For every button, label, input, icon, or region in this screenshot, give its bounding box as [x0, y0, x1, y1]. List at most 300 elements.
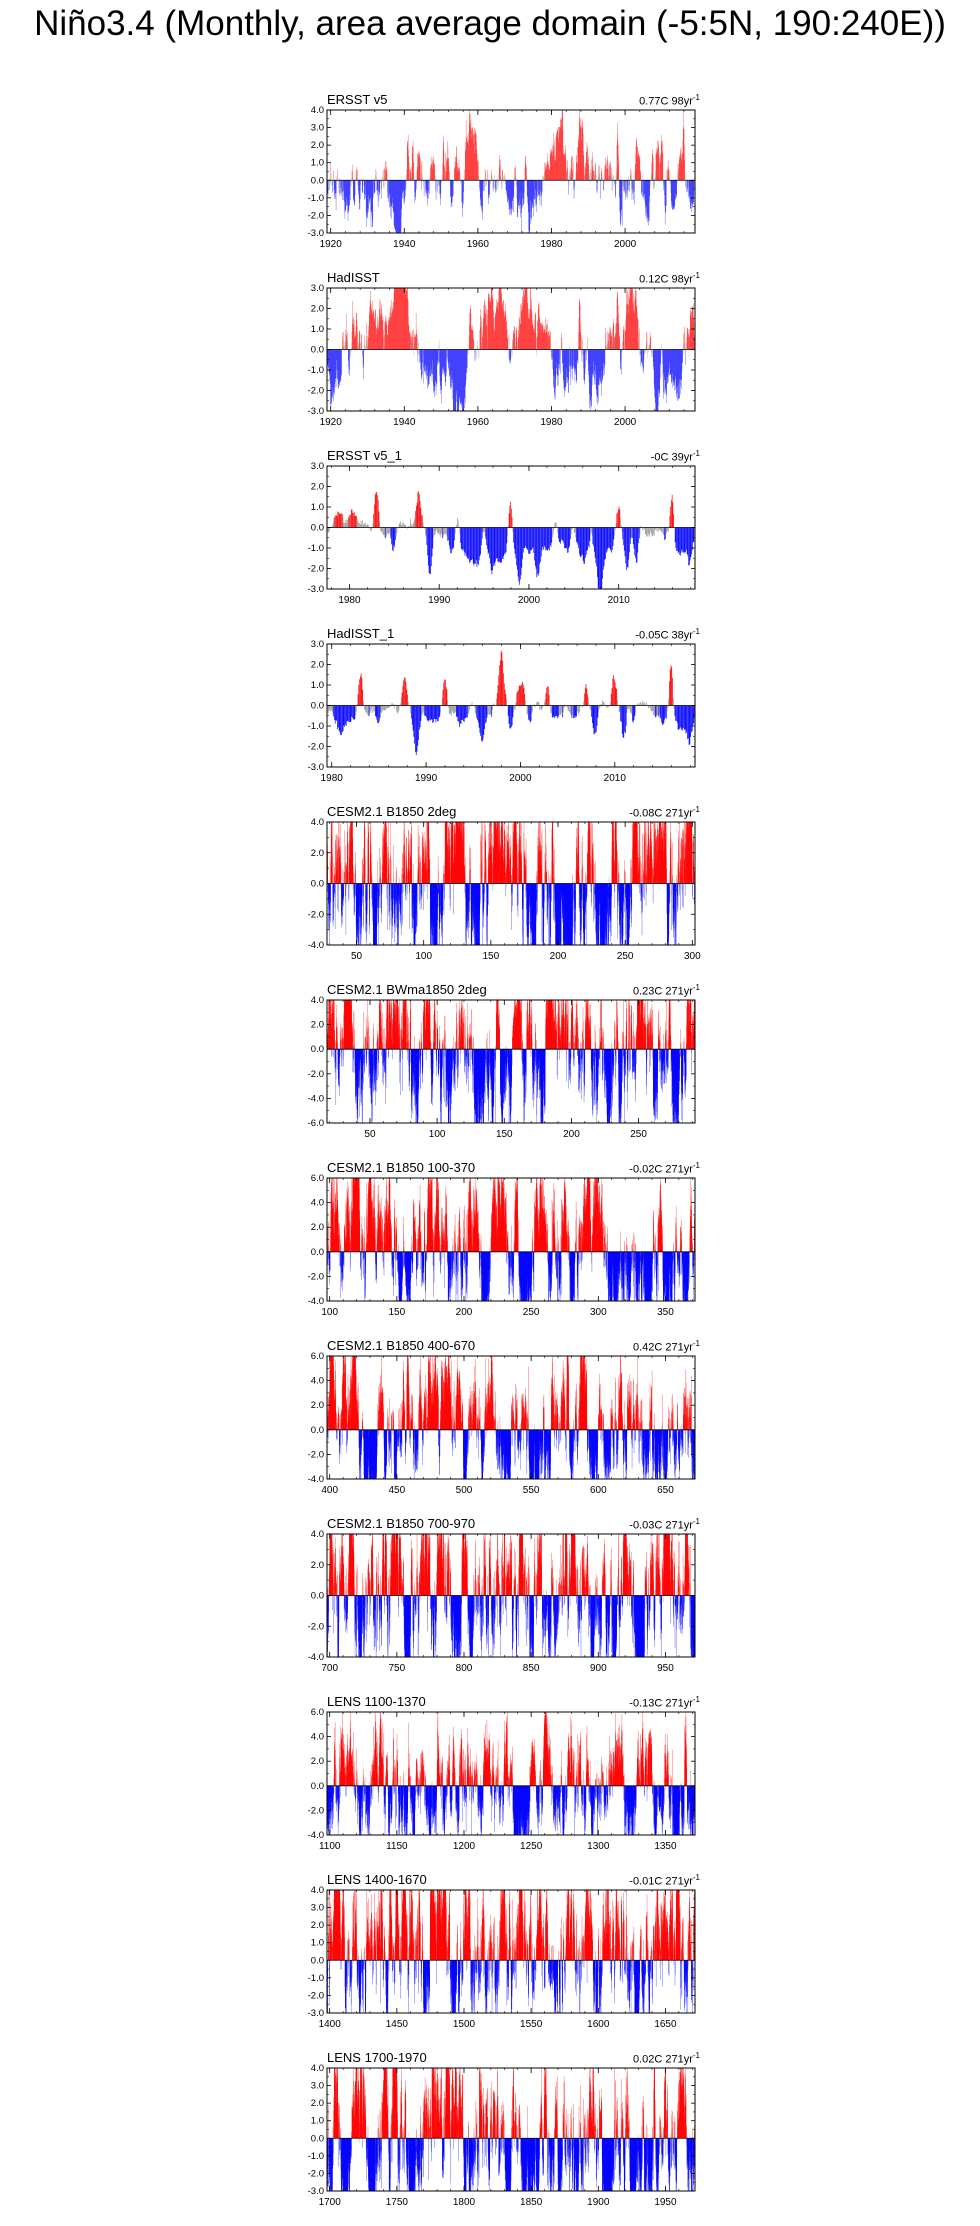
- bar: [414, 706, 415, 744]
- series-bars: [327, 110, 695, 233]
- bar: [500, 528, 501, 563]
- bar: [685, 528, 686, 552]
- bar: [593, 706, 594, 729]
- bar: [637, 528, 638, 553]
- bar: [491, 706, 492, 715]
- bar: [591, 528, 592, 532]
- bar: [444, 528, 445, 535]
- bar: [501, 528, 502, 563]
- bar: [694, 528, 695, 542]
- bar: [340, 706, 341, 733]
- bar: [612, 688, 613, 705]
- bar: [428, 706, 429, 722]
- bar: [519, 528, 520, 585]
- bar: [590, 706, 591, 709]
- bar: [358, 694, 359, 705]
- bar: [685, 528, 686, 553]
- bar: [521, 528, 522, 576]
- bar: [637, 528, 638, 563]
- bar: [479, 706, 480, 728]
- y-tick-label: -1.0: [308, 721, 324, 732]
- bar: [577, 706, 578, 712]
- bar: [502, 661, 503, 706]
- bar: [649, 528, 650, 537]
- bar: [345, 706, 346, 725]
- bar: [602, 700, 603, 705]
- bar: [351, 510, 352, 528]
- bar: [492, 528, 493, 575]
- bar: [339, 513, 340, 528]
- bar: [682, 706, 683, 731]
- bar: [605, 528, 606, 560]
- bar: [632, 706, 633, 722]
- bar: [652, 528, 653, 536]
- bar: [417, 706, 418, 746]
- series-bars: [327, 651, 695, 755]
- bar: [486, 528, 487, 546]
- bar: [477, 528, 478, 568]
- bar: [501, 651, 502, 706]
- bar: [525, 700, 526, 705]
- bar: [663, 528, 664, 535]
- bar: [539, 706, 540, 710]
- bar: [464, 706, 465, 722]
- bar: [399, 706, 400, 710]
- bar: [428, 528, 429, 566]
- bar: [371, 706, 372, 710]
- bar: [674, 706, 675, 709]
- bar: [545, 528, 546, 548]
- bar: [613, 675, 614, 705]
- bar: [646, 528, 647, 535]
- bar: [650, 706, 651, 710]
- bar: [624, 528, 625, 551]
- bar: [437, 528, 438, 533]
- bar: [679, 528, 680, 555]
- bar: [559, 706, 560, 715]
- bar: [411, 706, 412, 719]
- bar: [329, 706, 330, 712]
- bar: [541, 706, 542, 711]
- bar: [587, 695, 588, 706]
- bar: [516, 528, 517, 566]
- y-tick-label: 1.0: [311, 158, 324, 169]
- bar: [546, 693, 547, 705]
- bar: [522, 682, 523, 706]
- bar: [380, 528, 381, 531]
- main-title: Niño3.4 (Monthly, area average domain (-5:5N, 190:240E)): [0, 4, 980, 44]
- bar: [355, 706, 356, 716]
- bar: [328, 528, 329, 533]
- bar: [425, 706, 426, 716]
- bar: [335, 706, 336, 724]
- bar: [610, 703, 611, 706]
- bar: [380, 706, 381, 718]
- bar: [656, 706, 657, 717]
- bar: [690, 528, 691, 561]
- bar: [599, 706, 600, 709]
- bar: [617, 700, 618, 706]
- bar: [406, 689, 407, 705]
- bar: [667, 528, 668, 531]
- bar: [465, 528, 466, 554]
- bar: [437, 706, 438, 722]
- bar: [340, 514, 341, 527]
- bar: [441, 528, 442, 534]
- bar: [360, 676, 361, 705]
- bar: [673, 502, 674, 527]
- bar: [540, 706, 541, 709]
- bar: [495, 528, 496, 562]
- bar: [491, 528, 492, 571]
- bar: [423, 706, 424, 712]
- bar: [414, 706, 415, 737]
- bar: [333, 706, 334, 714]
- bar: [474, 528, 475, 564]
- bar: [366, 706, 367, 713]
- bar: [586, 689, 587, 706]
- bar: [523, 685, 524, 706]
- bar: [670, 507, 671, 528]
- x-tick-label: 1980: [321, 773, 344, 784]
- bar: [524, 528, 525, 548]
- bar: [533, 528, 534, 548]
- bar: [546, 688, 547, 706]
- bar: [481, 528, 482, 546]
- y-tick-label: 3.0: [311, 461, 324, 472]
- bar: [610, 528, 611, 551]
- bar: [352, 513, 353, 528]
- bar: [407, 695, 408, 706]
- bar: [564, 528, 565, 549]
- chart-trend-stat: -0.08C $271yr^{-1}$: [629, 805, 700, 820]
- bar: [619, 509, 620, 527]
- y-tick-label: -2.0: [308, 564, 324, 575]
- bar: [680, 706, 681, 728]
- bar: [568, 706, 569, 711]
- bar: [519, 686, 520, 706]
- bar: [402, 686, 403, 705]
- bar: [665, 706, 666, 718]
- bar: [601, 528, 602, 590]
- y-tick-label: 1.0: [311, 680, 324, 691]
- bar: [516, 702, 517, 705]
- x-tick-label: 1960: [467, 239, 490, 250]
- bar: [652, 528, 653, 537]
- bar: [356, 706, 357, 712]
- bar: [530, 528, 531, 554]
- bar: [652, 706, 653, 711]
- x-tick-label: 2010: [604, 773, 627, 784]
- bar: [689, 706, 690, 745]
- bar: [578, 528, 579, 545]
- y-tick-label: -3.0: [308, 584, 324, 595]
- bar: [563, 528, 564, 541]
- bar: [396, 706, 397, 712]
- bar: [484, 528, 485, 532]
- bar: [646, 702, 647, 705]
- bar: [568, 706, 569, 712]
- bar: [689, 528, 690, 566]
- bar: [367, 524, 368, 527]
- bar: [446, 528, 447, 535]
- bar: [477, 528, 478, 564]
- bar: [468, 706, 469, 715]
- bar: [504, 528, 505, 557]
- bar: [572, 706, 573, 719]
- bar: [339, 706, 340, 731]
- bar: [455, 706, 456, 712]
- bar: [607, 528, 608, 549]
- bar: [421, 515, 422, 528]
- bar: [465, 706, 466, 718]
- bar: [549, 695, 550, 705]
- bar: [384, 528, 385, 538]
- bar: [362, 520, 363, 527]
- bar: [592, 528, 593, 536]
- bar: [584, 694, 585, 706]
- x-tick-label: 1980: [540, 239, 563, 250]
- bar: [607, 528, 608, 552]
- bar: [528, 528, 529, 554]
- bar: [443, 528, 444, 537]
- bar: [553, 706, 554, 717]
- bar: [485, 706, 486, 724]
- bar: [684, 706, 685, 730]
- bar: [496, 528, 497, 559]
- bar: [368, 706, 369, 716]
- bar: [548, 687, 549, 706]
- bar: [553, 528, 554, 535]
- bar: [575, 528, 576, 533]
- bar: [531, 706, 532, 714]
- bar: [381, 706, 382, 714]
- bar: [478, 706, 479, 723]
- bar: [540, 528, 541, 562]
- bar: [466, 528, 467, 557]
- bar: [446, 687, 447, 706]
- bar: [630, 706, 631, 714]
- bar: [445, 680, 446, 706]
- chart-trend-stat: 0.12C $98yr^{-1}$: [639, 271, 700, 286]
- bar: [686, 706, 687, 733]
- bar: [568, 528, 569, 553]
- bar: [340, 706, 341, 736]
- bar: [520, 528, 521, 580]
- x-tick-label: 1940: [393, 239, 416, 250]
- bar: [624, 706, 625, 732]
- bar: [676, 706, 677, 721]
- bar: [615, 528, 616, 531]
- bar: [465, 706, 466, 719]
- bar: [661, 528, 662, 532]
- bar: [605, 528, 606, 559]
- bar: [616, 514, 617, 527]
- bar: [554, 706, 555, 719]
- bar: [627, 706, 628, 710]
- bar: [579, 706, 580, 712]
- bar: [453, 528, 454, 549]
- bar: [501, 528, 502, 564]
- bar: [469, 706, 470, 710]
- bar: [558, 528, 559, 539]
- bar: [329, 528, 330, 533]
- bar: [328, 706, 329, 714]
- bar: [489, 528, 490, 553]
- y-tick-label: -2.0: [308, 210, 324, 221]
- bar: [489, 706, 490, 716]
- bar: [656, 528, 657, 531]
- bar: [463, 706, 464, 722]
- bar: [517, 691, 518, 705]
- y-tick-label: 4.0: [311, 105, 324, 116]
- bar: [484, 706, 485, 730]
- bar: [334, 706, 335, 720]
- bar: [587, 528, 588, 552]
- bar: [486, 706, 487, 723]
- bar: [329, 706, 330, 710]
- bar: [478, 528, 479, 566]
- bar: [658, 528, 659, 533]
- bar: [665, 528, 666, 540]
- chart-trend-stat: 0.77C $98yr^{-1}$: [639, 93, 700, 108]
- bar: [492, 528, 493, 571]
- bar: [596, 528, 597, 567]
- bar: [436, 528, 437, 531]
- bar: [394, 706, 395, 709]
- bar: [623, 706, 624, 738]
- bar: [464, 528, 465, 552]
- bar: [635, 528, 636, 558]
- bar: [390, 528, 391, 536]
- bar: [619, 506, 620, 527]
- bar: [477, 706, 478, 721]
- bar: [337, 706, 338, 729]
- bar: [462, 706, 463, 720]
- x-tick-label: 2000: [614, 417, 637, 428]
- bar: [681, 528, 682, 553]
- x-tick-label: 1990: [428, 595, 451, 606]
- bar: [399, 524, 400, 527]
- bar: [648, 528, 649, 534]
- bar: [566, 528, 567, 548]
- bar: [384, 706, 385, 710]
- bar: [681, 706, 682, 731]
- bar: [683, 706, 684, 728]
- bar: [690, 706, 691, 745]
- bar: [603, 528, 604, 570]
- bar: [676, 528, 677, 551]
- bar: [623, 528, 624, 546]
- bar: [578, 706, 579, 713]
- bar: [657, 706, 658, 716]
- bar: [468, 528, 469, 560]
- bar: [396, 528, 397, 537]
- bar: [394, 528, 395, 548]
- bar: [512, 517, 513, 527]
- bar: [346, 519, 347, 527]
- bar: [620, 706, 621, 712]
- bar: [341, 513, 342, 527]
- bar: [663, 706, 664, 725]
- bar: [514, 706, 515, 709]
- y-tick-label: 1.0: [311, 324, 324, 335]
- bar: [625, 706, 626, 734]
- bar: [384, 706, 385, 711]
- bar: [567, 528, 568, 553]
- x-tick-label: 1980: [540, 417, 563, 428]
- bar: [671, 500, 672, 528]
- bar: [506, 694, 507, 705]
- bar: [343, 522, 344, 527]
- bar: [611, 528, 612, 553]
- bar: [495, 528, 496, 566]
- bar: [672, 678, 673, 706]
- chart-trend-stat: -0.05C $38yr^{-1}$: [635, 627, 700, 642]
- bar: [418, 491, 419, 527]
- bar: [498, 676, 499, 706]
- bar: [482, 528, 483, 539]
- bar: [364, 523, 365, 527]
- bar: [483, 528, 484, 533]
- bar: [573, 706, 574, 719]
- bar: [606, 528, 607, 553]
- bar: [555, 706, 556, 717]
- bar: [449, 706, 450, 714]
- bar: [562, 706, 563, 718]
- bar: [688, 528, 689, 557]
- bar: [596, 528, 597, 563]
- bar: [373, 523, 374, 527]
- bar: [598, 528, 599, 588]
- bar: [473, 528, 474, 564]
- bar: [349, 518, 350, 528]
- y-tick-label: -3.0: [308, 406, 324, 417]
- bar: [537, 702, 538, 706]
- bar: [379, 706, 380, 722]
- bar: [517, 528, 518, 570]
- bar: [614, 528, 615, 536]
- bar: [633, 528, 634, 545]
- bar: [539, 528, 540, 564]
- bar: [447, 689, 448, 705]
- bar: [570, 528, 571, 540]
- bar: [373, 706, 374, 712]
- bar: [447, 528, 448, 541]
- bar: [677, 528, 678, 551]
- bar: [433, 528, 434, 538]
- y-tick-label: -2.0: [308, 742, 324, 753]
- bar: [687, 528, 688, 554]
- bar: [469, 706, 470, 714]
- bar: [599, 528, 600, 590]
- bar: [640, 528, 641, 535]
- bar: [670, 516, 671, 528]
- bar: [453, 528, 454, 548]
- bar: [546, 528, 547, 550]
- bar: [340, 514, 341, 528]
- y-tick-label: 0.0: [311, 345, 324, 356]
- bar: [349, 706, 350, 722]
- bar: [335, 516, 336, 528]
- bar: [532, 706, 533, 712]
- bar: [475, 528, 476, 564]
- bar: [487, 528, 488, 550]
- bar: [378, 500, 379, 528]
- bar: [590, 528, 591, 535]
- bar: [594, 706, 595, 734]
- bar: [347, 706, 348, 722]
